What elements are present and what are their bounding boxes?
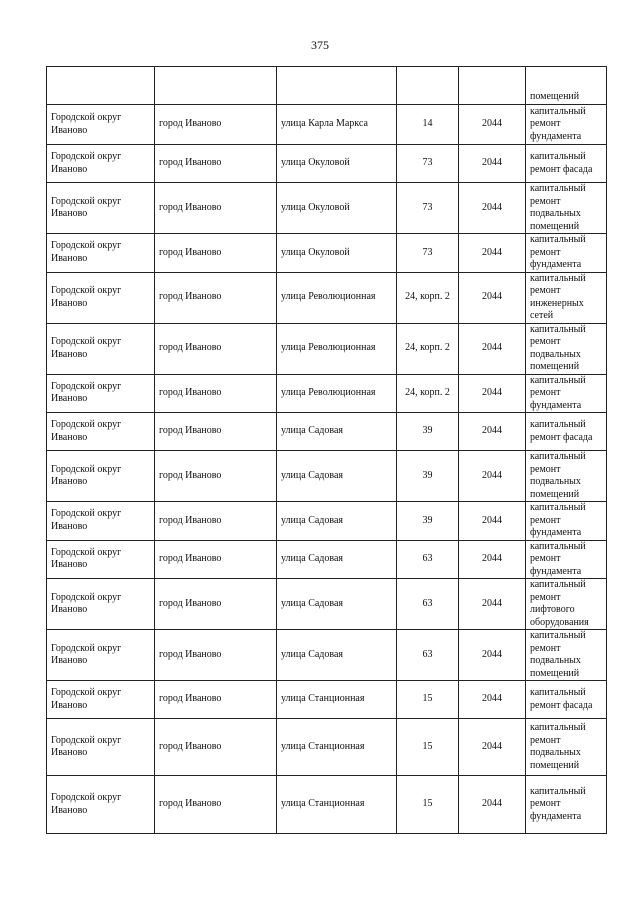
cell-district [47, 67, 155, 105]
cell-street: улица Станционная [277, 719, 397, 776]
table-row [47, 374, 607, 413]
cell-house-number [397, 67, 459, 105]
cell-house-number: 24, корп. 2 [397, 272, 459, 323]
cell-year: 2044 [459, 776, 526, 834]
cell-house-number: 63 [397, 579, 459, 630]
cell-year: 2044 [459, 272, 526, 323]
cell-street [277, 67, 397, 105]
cell-street: улица Карла Маркса [277, 105, 397, 145]
cell-street: улица Станционная [277, 681, 397, 719]
cell-street: улица Революционная [277, 374, 397, 413]
cell-city: город Иваново [155, 540, 277, 579]
page-number: 375 [311, 38, 329, 52]
cell-street: улица Садовая [277, 579, 397, 630]
cell-street: улица Революционная [277, 323, 397, 374]
cell-year: 2044 [459, 234, 526, 273]
cell-work-type: помещений [526, 67, 607, 105]
cell-street: улица Окуловой [277, 145, 397, 183]
cell-house-number: 24, корп. 2 [397, 374, 459, 413]
table-row [47, 451, 607, 502]
cell-street: улица Садовая [277, 451, 397, 502]
cell-year: 2044 [459, 413, 526, 451]
cell-street: улица Окуловой [277, 234, 397, 273]
cell-city: город Иваново [155, 145, 277, 183]
cell-district: Городской округ Иваново [47, 540, 155, 579]
cell-district: Городской округ Иваново [47, 183, 155, 234]
cell-district: Городской округ Иваново [47, 719, 155, 776]
cell-city: город Иваново [155, 272, 277, 323]
cell-house-number: 73 [397, 234, 459, 273]
cell-year: 2044 [459, 630, 526, 681]
cell-district: Городской округ Иваново [47, 234, 155, 273]
cell-city: город Иваново [155, 374, 277, 413]
cell-city: город Иваново [155, 105, 277, 145]
cell-district: Городской округ Иваново [47, 451, 155, 502]
cell-house-number: 39 [397, 413, 459, 451]
cell-district: Городской округ Иваново [47, 145, 155, 183]
table-row [47, 719, 607, 776]
cell-city: город Иваново [155, 451, 277, 502]
cell-year: 2044 [459, 579, 526, 630]
table-row [47, 681, 607, 719]
cell-house-number: 73 [397, 183, 459, 234]
cell-street: улица Садовая [277, 540, 397, 579]
cell-year: 2044 [459, 323, 526, 374]
cell-house-number: 15 [397, 681, 459, 719]
cell-district: Городской округ Иваново [47, 105, 155, 145]
cell-year [459, 67, 526, 105]
table-row [47, 502, 607, 541]
cell-house-number: 39 [397, 502, 459, 541]
cell-year: 2044 [459, 183, 526, 234]
table-row [47, 183, 607, 234]
cell-district: Городской округ Иваново [47, 374, 155, 413]
cell-city [155, 67, 277, 105]
table-row [47, 272, 607, 323]
table-row [47, 145, 607, 183]
cell-street: улица Садовая [277, 630, 397, 681]
cell-work-type: капитальный ремонт подвальных помещений [526, 630, 607, 681]
table-row [47, 323, 607, 374]
cell-house-number: 63 [397, 630, 459, 681]
cell-city: город Иваново [155, 502, 277, 541]
table-row [47, 540, 607, 579]
cell-district: Городской округ Иваново [47, 776, 155, 834]
cell-city: город Иваново [155, 776, 277, 834]
cell-work-type: капитальный ремонт лифтового оборудования [526, 579, 607, 630]
cell-work-type: капитальный ремонт подвальных помещений [526, 451, 607, 502]
cell-year: 2044 [459, 681, 526, 719]
cell-street: улица Революционная [277, 272, 397, 323]
cell-district: Городской округ Иваново [47, 681, 155, 719]
table-row [47, 413, 607, 451]
cell-street: улица Окуловой [277, 183, 397, 234]
table-row [47, 630, 607, 681]
cell-district: Городской округ Иваново [47, 413, 155, 451]
cell-work-type: капитальный ремонт подвальных помещений [526, 183, 607, 234]
cell-work-type: капитальный ремонт фундамента [526, 374, 607, 413]
cell-house-number: 14 [397, 105, 459, 145]
cell-house-number: 73 [397, 145, 459, 183]
cell-year: 2044 [459, 145, 526, 183]
cell-house-number: 15 [397, 776, 459, 834]
cell-district: Городской округ Иваново [47, 579, 155, 630]
cell-city: город Иваново [155, 234, 277, 273]
table-row [47, 234, 607, 273]
cell-work-type: капитальный ремонт подвальных помещений [526, 719, 607, 776]
cell-work-type: капитальный ремонт фундамента [526, 502, 607, 541]
housing-repair-table [46, 66, 607, 834]
table-row-continuation [47, 67, 607, 105]
cell-year: 2044 [459, 105, 526, 145]
cell-year: 2044 [459, 374, 526, 413]
cell-street: улица Садовая [277, 413, 397, 451]
table-body [47, 67, 607, 834]
table-row [47, 105, 607, 145]
cell-city: город Иваново [155, 681, 277, 719]
cell-district: Городской округ Иваново [47, 272, 155, 323]
cell-city: город Иваново [155, 413, 277, 451]
cell-city: город Иваново [155, 719, 277, 776]
cell-street: улица Станционная [277, 776, 397, 834]
cell-house-number: 63 [397, 540, 459, 579]
cell-work-type: капитальный ремонт фундамента [526, 105, 607, 145]
cell-work-type: капитальный ремонт фасада [526, 413, 607, 451]
cell-work-type: капитальный ремонт фасада [526, 681, 607, 719]
cell-district: Городской округ Иваново [47, 323, 155, 374]
cell-year: 2044 [459, 540, 526, 579]
cell-district: Городской округ Иваново [47, 502, 155, 541]
table-row [47, 579, 607, 630]
cell-house-number: 24, корп. 2 [397, 323, 459, 374]
cell-year: 2044 [459, 451, 526, 502]
cell-work-type: капитальный ремонт фасада [526, 145, 607, 183]
cell-district: Городской округ Иваново [47, 630, 155, 681]
cell-city: город Иваново [155, 183, 277, 234]
cell-street: улица Садовая [277, 502, 397, 541]
cell-work-type: капитальный ремонт фундамента [526, 776, 607, 834]
cell-year: 2044 [459, 719, 526, 776]
cell-city: город Иваново [155, 323, 277, 374]
cell-work-type: капитальный ремонт фундамента [526, 540, 607, 579]
table-row [47, 776, 607, 834]
cell-work-type: капитальный ремонт фундамента [526, 234, 607, 273]
cell-city: город Иваново [155, 630, 277, 681]
cell-year: 2044 [459, 502, 526, 541]
cell-house-number: 39 [397, 451, 459, 502]
cell-work-type: капитальный ремонт подвальных помещений [526, 323, 607, 374]
cell-work-type: капитальный ремонт инженерных сетей [526, 272, 607, 323]
cell-house-number: 15 [397, 719, 459, 776]
cell-city: город Иваново [155, 579, 277, 630]
